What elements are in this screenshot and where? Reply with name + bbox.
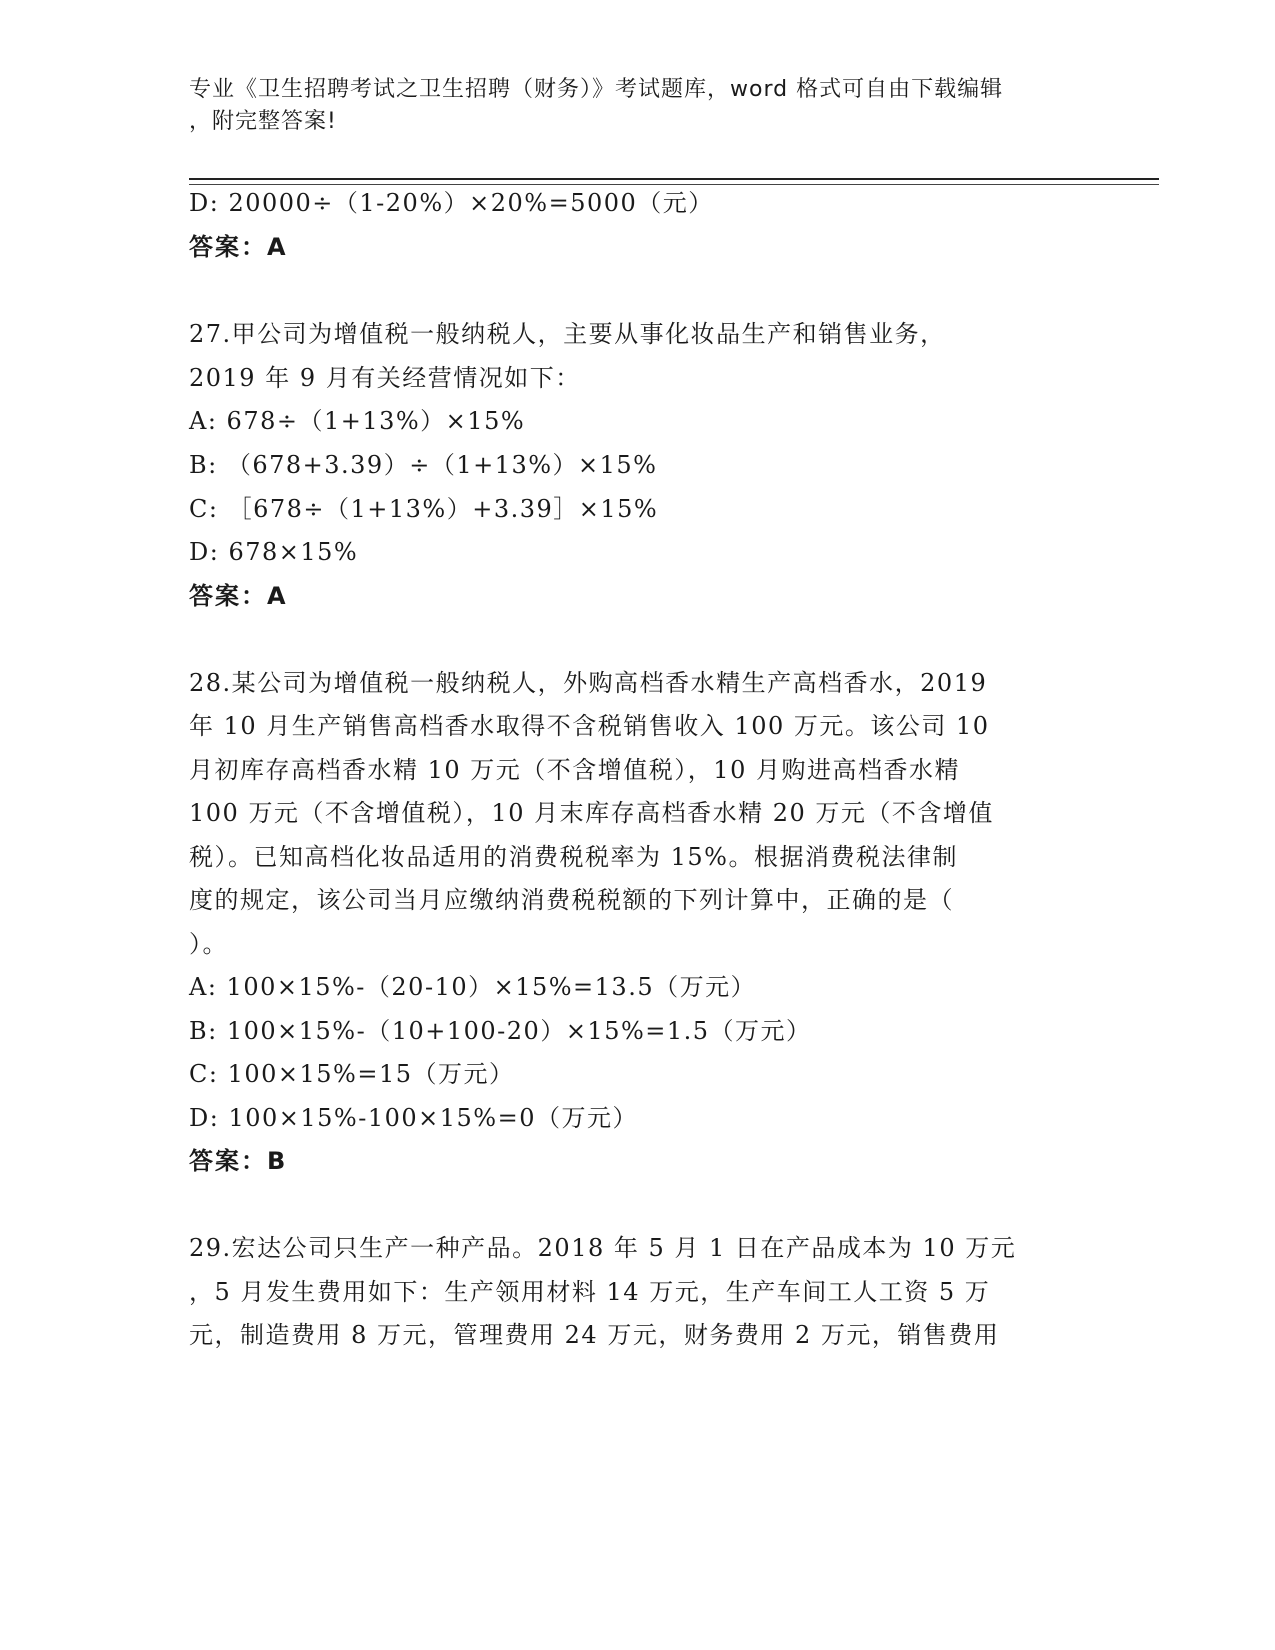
q28-option-d: D: 100×15%-100×15%=0（万元） <box>189 1104 638 1132</box>
q28-stem-line-6: 度的规定，该公司当月应缴纳消费税税额的下列计算中，正确的是（ <box>189 886 954 914</box>
q28-stem-line-2: 年 10 月生产销售高档香水取得不含税销售收入 100 万元。该公司 10 <box>189 712 990 740</box>
q28-stem-line-4: 100 万元（不含增值税），10 月末库存高档香水精 20 万元（不含增值 <box>189 799 994 827</box>
header-line-1: 专业《卫生招聘考试之卫生招聘（财务）》考试题库，word 格式可自由下载编辑 <box>189 77 1004 102</box>
q29-stem-line-1: 29.宏达公司只生产一种产品。2018 年 5 月 1 日在产品成本为 10 万元 <box>189 1234 1017 1262</box>
header-rule-thick <box>189 178 1159 180</box>
q29-stem-line-2: ，5 月发生费用如下：生产领用材料 14 万元，生产车间工人工资 5 万 <box>189 1278 991 1306</box>
q28-stem-line-1: 28.某公司为增值税一般纳税人，外购高档香水精生产高档香水，2019 <box>189 669 988 697</box>
q26-option-d: D: 20000÷（1-20%）×20%=5000（元） <box>189 189 714 217</box>
q29-stem-line-3: 元，制造费用 8 万元，管理费用 24 万元，财务费用 2 万元，销售费用 <box>189 1321 1000 1349</box>
q27-stem-line-1: 27.甲公司为增值税一般纳税人，主要从事化妆品生产和销售业务， <box>189 320 946 348</box>
q27-option-d: D: 678×15% <box>189 538 359 566</box>
q28-option-c: C: 100×15%=15（万元） <box>189 1060 515 1088</box>
q28-stem-line-5: 税）。已知高档化妆品适用的消费税税率为 15%。根据消费税法律制 <box>189 843 958 871</box>
q27-option-b: B: （678+3.39）÷（1+13%）×15% <box>189 451 658 479</box>
q28-option-a: A: 100×15%-（20-10）×15%=13.5（万元） <box>189 973 757 1001</box>
q28-stem-line-7: ）。 <box>189 930 228 958</box>
header-rule-thin <box>189 184 1159 185</box>
q26-answer: 答案：A <box>189 233 288 261</box>
q27-option-a: A: 678÷（1+13%）×15% <box>189 407 526 435</box>
page-header <box>189 74 1069 138</box>
q27-stem-line-2: 2019 年 9 月有关经营情况如下： <box>189 364 581 392</box>
q28-answer: 答案：B <box>189 1147 288 1175</box>
q27-answer: 答案：A <box>189 582 288 610</box>
q28-option-b: B: 100×15%-（10+100-20）×15%=1.5（万元） <box>189 1017 812 1045</box>
header-line-2: ，附完整答案! <box>189 109 337 134</box>
q27-option-c: C: ［678÷（1+13%）+3.39］×15% <box>189 495 659 523</box>
q28-stem-line-3: 月初库存高档香水精 10 万元（不含增值税），10 月购进高档香水精 <box>189 756 960 784</box>
